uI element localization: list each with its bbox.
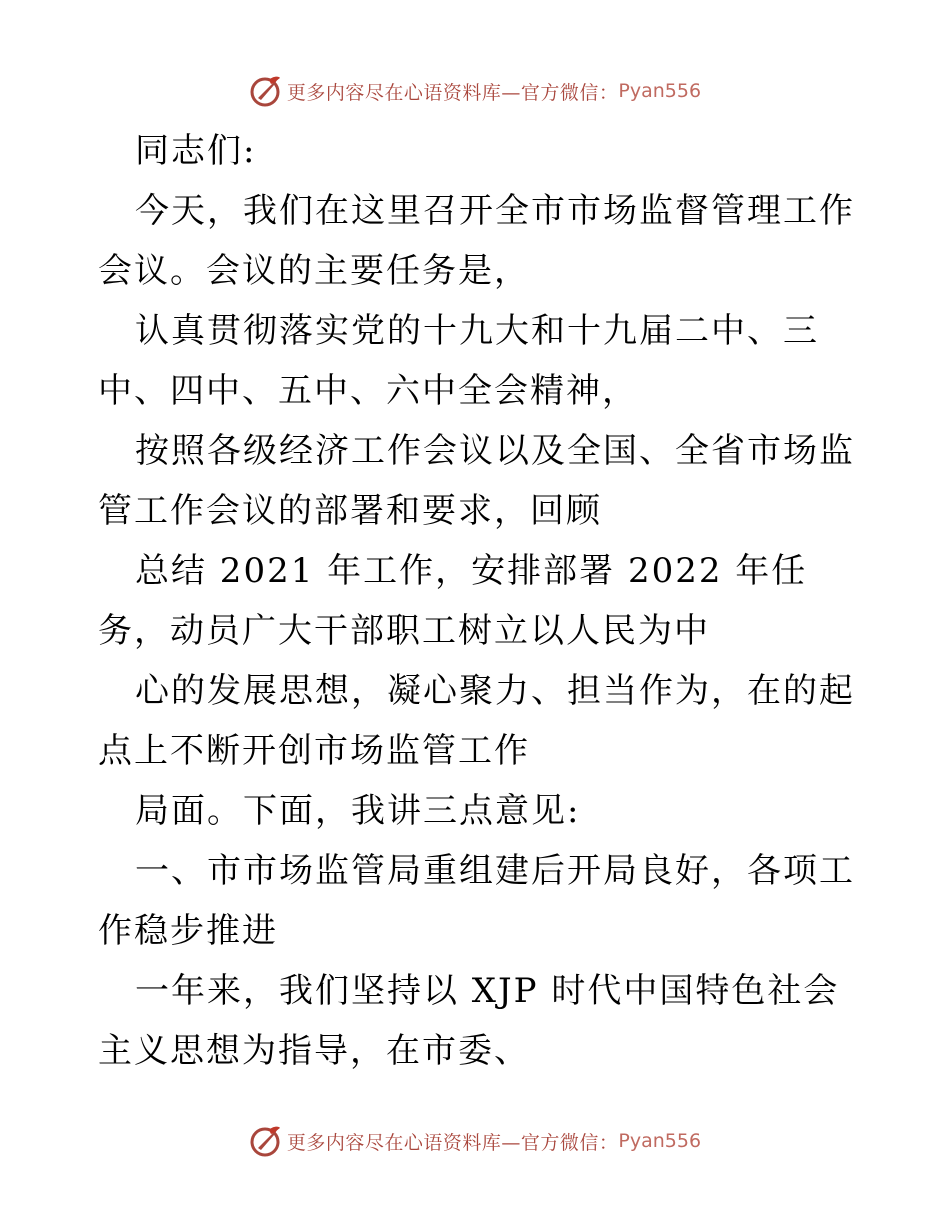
paragraph: 心的发展思想，凝心聚力、担当作为，在的起点上不断开创市场监管工作: [98, 671, 855, 771]
section-heading: 一、市市场监管局重组建后开局良好，各项工作稳步推进: [98, 851, 855, 951]
paragraph: 今天，我们在这里召开全市市场监督管理工作会议。会议的主要任务是，: [98, 191, 855, 291]
quill-logo-icon: [249, 1124, 283, 1158]
header-watermark: [0, 71, 950, 111]
paragraph: 总结 2021 年工作，安排部署 2022 年任务，动员广大干部职工树立以人民为中: [98, 551, 808, 651]
footer-watermark: [0, 1121, 950, 1161]
quill-logo-icon: [249, 74, 283, 108]
watermark-text: 更多内容尽在心语资料库—官方微信：: [286, 81, 619, 104]
paragraph: 按照各级经济工作会议以及全国、全省市场监管工作会议的部署和要求，回顾: [98, 431, 855, 531]
watermark-wechat-id: Pyan556: [618, 1130, 702, 1152]
paragraph: 局面。下面，我讲三点意见:: [135, 791, 581, 831]
watermark-wechat-id: Pyan556: [618, 80, 702, 102]
paragraph-salutation: 同志们:: [135, 131, 257, 171]
paragraph: 认真贯彻落实党的十九大和十九届二中、三中、四中、五中、六中全会精神，: [98, 311, 819, 411]
paragraph: 一年来，我们坚持以 XJP 时代中国特色社会主义思想为指导，在市委、: [98, 971, 840, 1071]
document-body: [98, 121, 858, 1081]
watermark-text: 更多内容尽在心语资料库—官方微信：: [286, 1131, 619, 1154]
